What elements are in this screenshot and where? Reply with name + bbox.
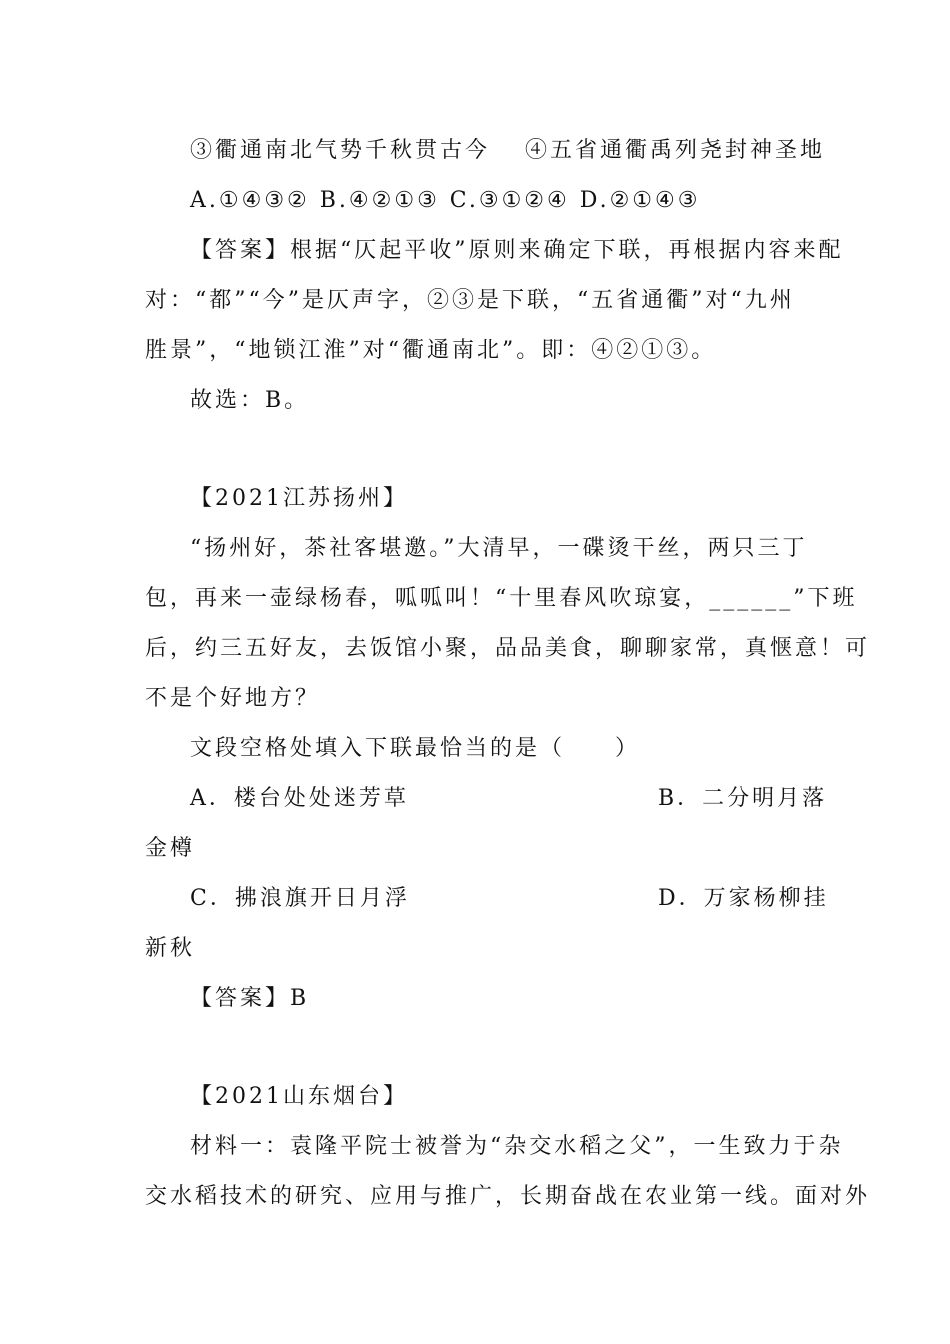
- q2-paragraph-line-2: 包，再来一壶绿杨春，呱呱叫！“十里春风吹琼宴，______”下班: [145, 586, 858, 611]
- q2-paragraph-line-3: 后，约三五好友，去饭馆小聚，品品美食，聊聊家常，真惬意！可: [145, 636, 871, 661]
- q1-options-line: ③衢通南北气势千秋贯古今 ④五省通衢禹列尧封神圣地: [190, 138, 825, 163]
- q2-answer: 【答案】B: [190, 986, 310, 1011]
- q1-conclusion: 故选：B。: [190, 388, 310, 413]
- q1-choices: A.①④③② B.④②①③ C.③①②④ D.②①④③: [190, 188, 701, 213]
- q2-heading: 【2021江苏扬州】: [190, 486, 408, 511]
- q2-option-a: A．楼台处处迷芳草: [190, 786, 409, 811]
- q3-heading: 【2021山东烟台】: [190, 1084, 408, 1109]
- q2-paragraph-line-1: “扬州好，茶社客堪邀。”大清早，一碟烫干丝，两只三丁: [190, 536, 808, 561]
- q2-option-c: C．拂浪旗开日月浮: [190, 886, 410, 911]
- q2-option-b-continued: 金樽: [145, 836, 196, 861]
- q3-paragraph-line-1: 材料一：袁隆平院士被誉为“杂交水稻之父”，一生致力于杂: [190, 1134, 844, 1159]
- q2-option-d-continued: 新秋: [145, 936, 196, 961]
- q1-answer-line-2: 对：“都”“今”是仄声字，②③是下联，“五省通衢”对“九州: [145, 288, 795, 313]
- q2-prompt: 文段空格处填入下联最恰当的是（ ）: [190, 736, 641, 761]
- q2-option-b: B．二分明月落: [658, 786, 828, 811]
- q1-answer-line-1: 【答案】根据“仄起平收”原则来确定下联，再根据内容来配: [190, 238, 844, 263]
- q2-option-d: D．万家杨柳挂: [658, 886, 829, 911]
- q3-paragraph-line-2: 交水稻技术的研究、应用与推广，长期奋战在农业第一线。面对外: [145, 1184, 871, 1209]
- q1-answer-line-3: 胜景”，“地锁江淮”对“衢通南北”。即：④②①③。: [145, 338, 717, 363]
- q2-paragraph-line-4: 不是个好地方？: [145, 686, 321, 711]
